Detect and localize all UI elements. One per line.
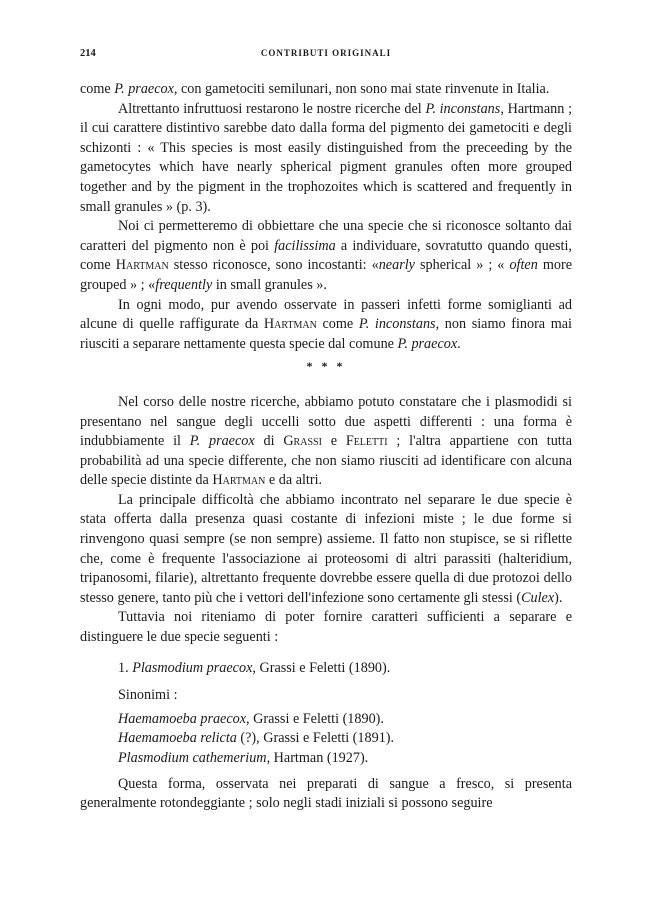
- emphasis: nearly: [378, 257, 415, 274]
- text-run: in small granules ».: [212, 276, 327, 293]
- synonym-authority: , Hartman (1927).: [266, 750, 369, 766]
- species-name: P. praecox: [114, 81, 174, 97]
- text-run: Questa forma, osservata nei preparati di sangue a fresco, si presenta generalmente rotondeggiante ; solo negli stadi iniziali si possono seguire: [80, 775, 572, 812]
- species-authority: , Grassi e Feletti (1890).: [252, 659, 391, 676]
- text-run: , non siamo finora mai riusciti a separare nettamente questa specie dal comune: [80, 316, 572, 352]
- running-head: [80, 48, 572, 64]
- species-name: P. praecox: [189, 433, 255, 450]
- paragraph: [80, 393, 572, 491]
- text-run: a individuare, sovratutto quando questi, come: [80, 237, 572, 274]
- paragraph: [80, 296, 572, 355]
- species-name: P. praecox: [397, 335, 458, 352]
- text-run: ).: [554, 589, 563, 606]
- running-title: CONTRIBUTI ORIGINALI: [260, 48, 392, 58]
- text-run: In ogni modo, pur avendo osservate in passeri infetti forme somiglianti ad alcune di quelle raffigurate da: [80, 296, 572, 333]
- paragraph: [80, 217, 572, 295]
- author-name: Grassi: [283, 433, 322, 450]
- synonym-authority: , Grassi e Feletti (1890).: [246, 710, 384, 727]
- synonym-name: Haemamoeba relicta: [118, 730, 237, 747]
- species-number: 1.: [118, 659, 133, 676]
- text-run: , con gametociti semilunari, non sono mai state rinvenute in Italia.: [173, 81, 550, 97]
- text-run: Nel corso delle nostre ricerche, abbiamo potuto constatare che i plasmodidi si presentano nel sangue degli uccelli sotto due aspetti differenti : una forma è indubbiamente il: [80, 393, 572, 450]
- page-number: 214: [80, 48, 96, 59]
- text-run: , Hartmann ; il cui carattere distintivo sarebbe dato dalla forma del pigmento dei gametociti e degli schizonti : « This species is most easily distinguished from the preceeding by the gametocytes which have nearly spherical pigment granules often more grouped together and by the pigment in the trophozoites which is scattered and frequently in small granules » (p. 3).: [80, 100, 573, 215]
- emphasis: frequently: [155, 276, 213, 293]
- synonym-list: [118, 710, 572, 769]
- emphasis: facilissima: [274, 237, 336, 254]
- synonym-authority: (?), Grassi e Feletti (1891).: [236, 730, 395, 747]
- text-run: come: [316, 316, 359, 333]
- paragraph: [80, 775, 572, 814]
- paragraph: [80, 491, 572, 609]
- author-name: Feletti: [345, 433, 388, 450]
- text-run: Tuttavia noi riteniamo di poter fornire caratteri sufficienti a separare e distinguere le due specie seguenti :: [80, 609, 572, 646]
- text-run: e da altri.: [265, 472, 323, 489]
- synonym-item: [118, 749, 572, 769]
- author-name: Hartman: [263, 316, 317, 333]
- author-name: Hartman: [115, 257, 169, 274]
- paragraph: [80, 80, 572, 100]
- species-name: P. inconstans: [425, 100, 501, 117]
- text-run: ; l'altra appartiene con tutta probabilità ad una specie differente, che non siamo riusciti ad identificare con alcuna delle specie distinte da: [80, 433, 572, 489]
- text-run: Altrettanto infruttuosi restarono le nostre ricerche del: [118, 100, 426, 117]
- text-run: stesso riconosce, sono incostanti: «: [168, 257, 379, 274]
- text-run: come: [80, 81, 115, 97]
- text-run: spherical » ; «: [414, 257, 510, 274]
- section-separator: * * *: [306, 359, 346, 374]
- synonym-item: [118, 710, 572, 730]
- text-run: e: [321, 433, 346, 450]
- body-text: [80, 80, 572, 814]
- synonym-item: [118, 729, 572, 749]
- genus-name: Culex: [521, 589, 555, 606]
- page: [80, 48, 572, 814]
- synonym-name: Plasmodium cathemerium: [118, 750, 267, 766]
- synonyms-label: Sinonimi :: [118, 687, 178, 704]
- synonym-name: Haemamoeba praecox: [118, 710, 247, 727]
- text-run: Noi ci permetteremo di obbiettare che una specie che si riconosce soltanto dai caratteri del pigmento non è poi: [80, 218, 572, 254]
- text-run: more grouped » ; «: [80, 257, 572, 293]
- text-run: La principale difficoltà che abbiamo incontrato nel separare le due specie è stata offerta dalla presenza quasi costante di infezioni miste ; le due forme si rinvengono quasi sempre (se non sempre) assieme. Il fatto non stupisce, se si riflette che, come è frequente l'associazione ai proteosomi di altri parassiti (halteridium, tripanosomi, filarie), altrettanto frequente dovrebbe essere quella di due protozoi dello stesso genere, tanto più che i vettori dell'infezione sono certamente gli stessi (: [80, 491, 572, 606]
- author-name: Hartman: [212, 472, 266, 489]
- text-run: di: [254, 433, 284, 450]
- paragraph: [80, 100, 572, 218]
- species-heading: [118, 659, 572, 679]
- text-run: .: [457, 335, 461, 352]
- species-name: Plasmodium praecox: [132, 659, 253, 676]
- species-name: P. inconstans: [358, 316, 436, 333]
- paragraph: [80, 608, 572, 647]
- emphasis: often: [509, 257, 538, 274]
